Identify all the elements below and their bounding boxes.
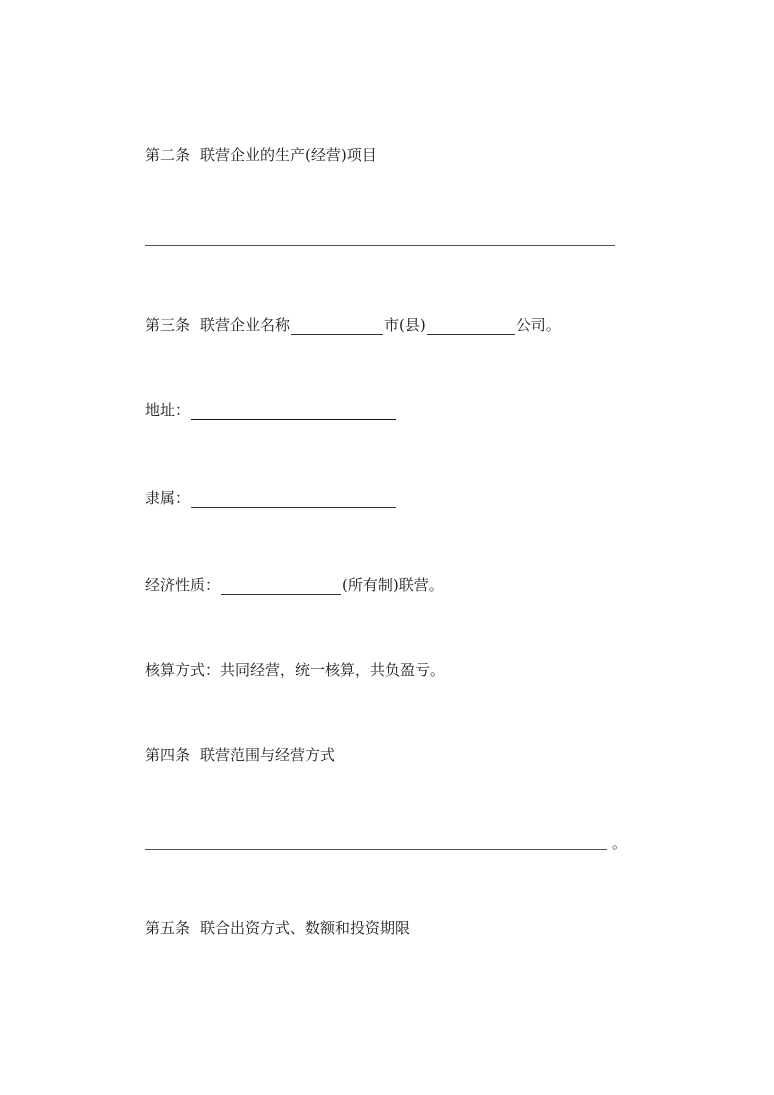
affiliation-label: 隶属： bbox=[145, 489, 191, 507]
accounting-line bbox=[145, 660, 445, 680]
clause-3-label: 第三条 bbox=[145, 316, 191, 334]
clause-2-heading bbox=[145, 145, 377, 165]
clause-2-fill-line[interactable] bbox=[145, 245, 615, 246]
company-name-blank[interactable] bbox=[291, 318, 383, 335]
economic-nature-line bbox=[145, 575, 444, 595]
address-blank[interactable] bbox=[191, 403, 396, 420]
economic-nature-suffix: (所有制)联营。 bbox=[342, 576, 444, 594]
clause-4-title: 联营范围与经营方式 bbox=[200, 746, 336, 764]
clause-4-fill-line[interactable] bbox=[145, 849, 607, 850]
clause-2-label: 第二条 bbox=[145, 146, 191, 164]
clause-3-company-text: 公司。 bbox=[515, 316, 561, 334]
city-blank[interactable] bbox=[427, 318, 515, 335]
address-label: 地址： bbox=[145, 401, 191, 419]
clause-5-title: 联合出资方式、数额和投资期限 bbox=[200, 919, 411, 937]
clause-5-label: 第五条 bbox=[145, 919, 191, 937]
affiliation-blank[interactable] bbox=[191, 491, 396, 508]
address-line bbox=[145, 400, 397, 420]
economic-nature-label: 经济性质： bbox=[145, 576, 221, 594]
clause-4-heading bbox=[145, 745, 335, 765]
clause-3-heading bbox=[145, 315, 561, 335]
clause-4-tail-period: 。 bbox=[612, 834, 628, 852]
clause-2-title: 联营企业的生产(经营)项目 bbox=[200, 146, 377, 164]
clause-3-city-text: 市(县) bbox=[384, 316, 426, 334]
clause-5-heading bbox=[145, 918, 410, 938]
clause-3-name-prefix: 联营企业名称 bbox=[200, 316, 291, 334]
economic-nature-blank[interactable] bbox=[221, 578, 341, 595]
accounting-text: 核算方式：共同经营，统一核算，共负盈亏。 bbox=[145, 661, 446, 679]
clause-4-label: 第四条 bbox=[145, 746, 191, 764]
affiliation-line bbox=[145, 488, 397, 508]
